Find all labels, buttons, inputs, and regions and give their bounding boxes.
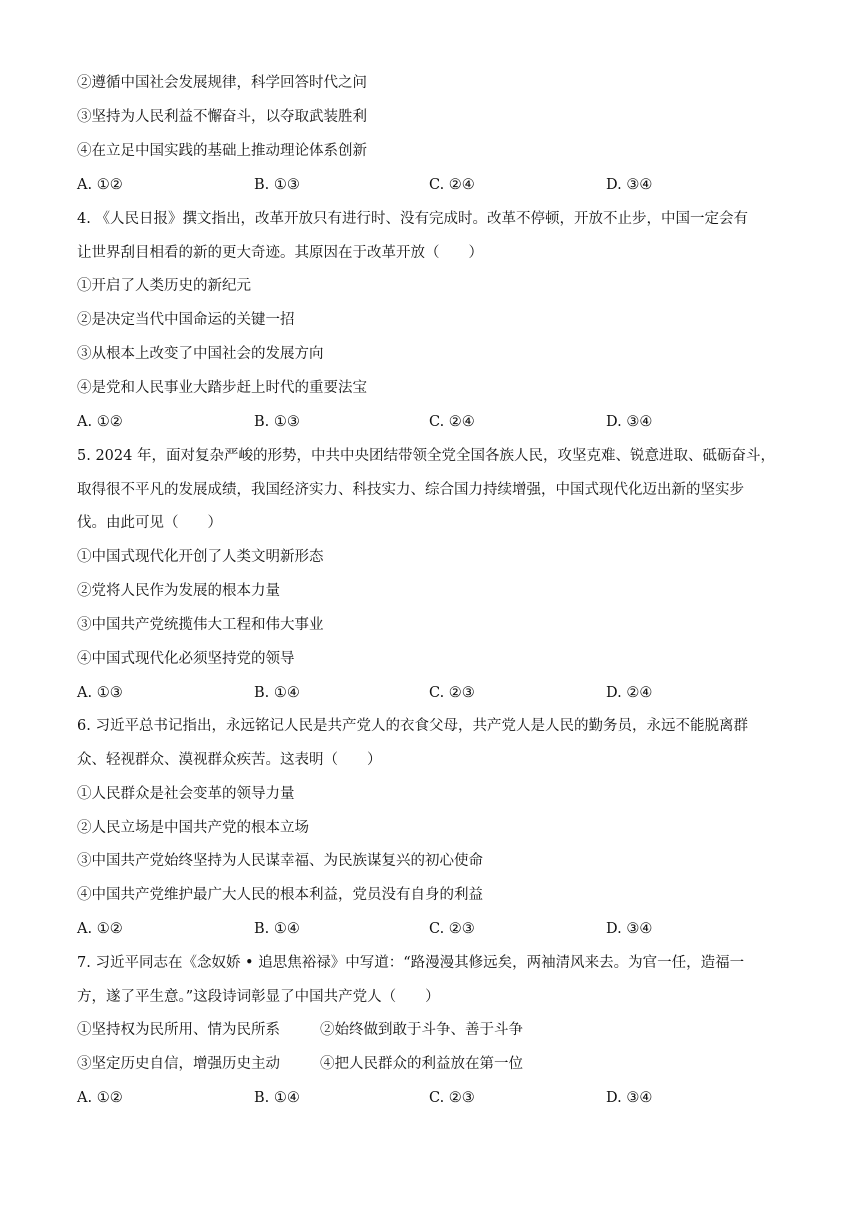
q3-options [77,176,783,194]
q7-statement-3: ③坚定历史自信，增强历史主动 [77,1056,280,1072]
q4-statement-3: ③从根本上改变了中国社会的发展方向 [77,346,324,362]
q7-stem-line-2: 方，遂了平生意。”这段诗词彰显了中国共产党人（ ） [77,989,440,1005]
q7-option-c: C. ②③ [429,1090,475,1106]
q3-statement-3: ③坚持为人民利益不懈奋斗，以夺取武装胜利 [77,109,367,125]
q4-options [77,413,783,431]
q3-option-b: B. ①③ [254,177,300,193]
q6-statement-3: ③中国共产党始终坚持为人民谋幸福、为民族谋复兴的初心使命 [77,853,483,869]
q6-options [77,920,783,938]
q6-statement-1: ①人民群众是社会变革的领导力量 [77,786,295,802]
q6-statement-2: ②人民立场是中国共产党的根本立场 [77,820,309,836]
q4-option-b: B. ①③ [254,414,300,430]
q4-option-c: C. ②④ [429,414,475,430]
q7-option-d: D. ③④ [606,1090,653,1106]
q7-options [77,1089,783,1107]
q3-statement-4: ④在立足中国实践的基础上推动理论体系创新 [77,143,367,159]
q7-statement-4: ④把人民群众的利益放在第一位 [320,1056,523,1072]
q4-option-d: D. ③④ [606,414,653,430]
q5-option-a: A. ①③ [77,685,123,701]
q7-statements-row-1 [77,1021,783,1039]
q7-option-a: A. ①② [77,1090,123,1106]
q3-statement-2: ②遵循中国社会发展规律，科学回答时代之问 [77,75,367,91]
q4-statement-1: ①开启了人类历史的新纪元 [77,278,251,294]
q6-option-d: D. ③④ [606,921,653,937]
q7-statement-1: ①坚持权为民所用、情为民所系 [77,1022,280,1038]
q6-statement-4: ④中国共产党维护最广大人民的根本利益，党员没有自身的利益 [77,887,483,903]
q6-stem-line-2: 众、轻视群众、漠视群众疾苦。这表明（ ） [77,752,382,768]
q6-stem-line-1: 6. 习近平总书记指出，永远铭记人民是共产党人的衣食父母，共产党人是人民的勤务员，永远不能脱离群 [77,718,748,734]
q5-statement-2: ②党将人民作为发展的根本力量 [77,583,280,599]
q3-option-c: C. ②④ [429,177,475,193]
q7-stem-line-1: 7. 习近平同志在《念奴娇 • 追思焦裕禄》中写道：“路漫漫其修远矣，两袖清风来去。为官一任，造福一 [77,955,745,971]
q7-statements-row-2 [77,1055,783,1073]
q5-stem-line-2: 取得很不平凡的发展成绩，我国经济实力、科技实力、综合国力持续增强，中国式现代化迈出新的坚实步 [77,482,744,498]
q7-option-b: B. ①④ [254,1090,300,1106]
q6-option-c: C. ②③ [429,921,475,937]
q5-option-c: C. ②③ [429,685,475,701]
q5-stem-line-3: 伐。由此可见（ ） [77,515,222,531]
q6-option-b: B. ①④ [254,921,300,937]
q3-option-d: D. ③④ [606,177,653,193]
q4-statement-4: ④是党和人民事业大踏步赶上时代的重要法宝 [77,380,367,396]
q4-option-a: A. ①② [77,414,123,430]
q5-stem-line-1: 5. 2024 年，面对复杂严峻的形势，中共中央团结带领全党全国各族人民，攻坚克难、锐意进取、砥砺奋斗， [77,448,775,464]
q5-options [77,684,783,702]
q6-option-a: A. ①② [77,921,123,937]
q4-statement-2: ②是决定当代中国命运的关键一招 [77,312,295,328]
q5-statement-3: ③中国共产党统揽伟大工程和伟大事业 [77,617,324,633]
q4-stem-line-1: 4. 《人民日报》撰文指出，改革开放只有进行时、没有完成时。改革不停顿，开放不止步，中国一定会有 [77,211,748,227]
q4-stem-line-2: 让世界刮目相看的新的更大奇迹。其原因在于改革开放（ ） [77,245,483,261]
q5-option-d: D. ②④ [606,685,653,701]
q5-option-b: B. ①④ [254,685,300,701]
q3-option-a: A. ①② [77,177,123,193]
q7-statement-2: ②始终做到敢于斗争、善于斗争 [320,1022,523,1038]
q5-statement-1: ①中国式现代化开创了人类文明新形态 [77,549,324,565]
q5-statement-4: ④中国式现代化必须坚持党的领导 [77,651,295,667]
